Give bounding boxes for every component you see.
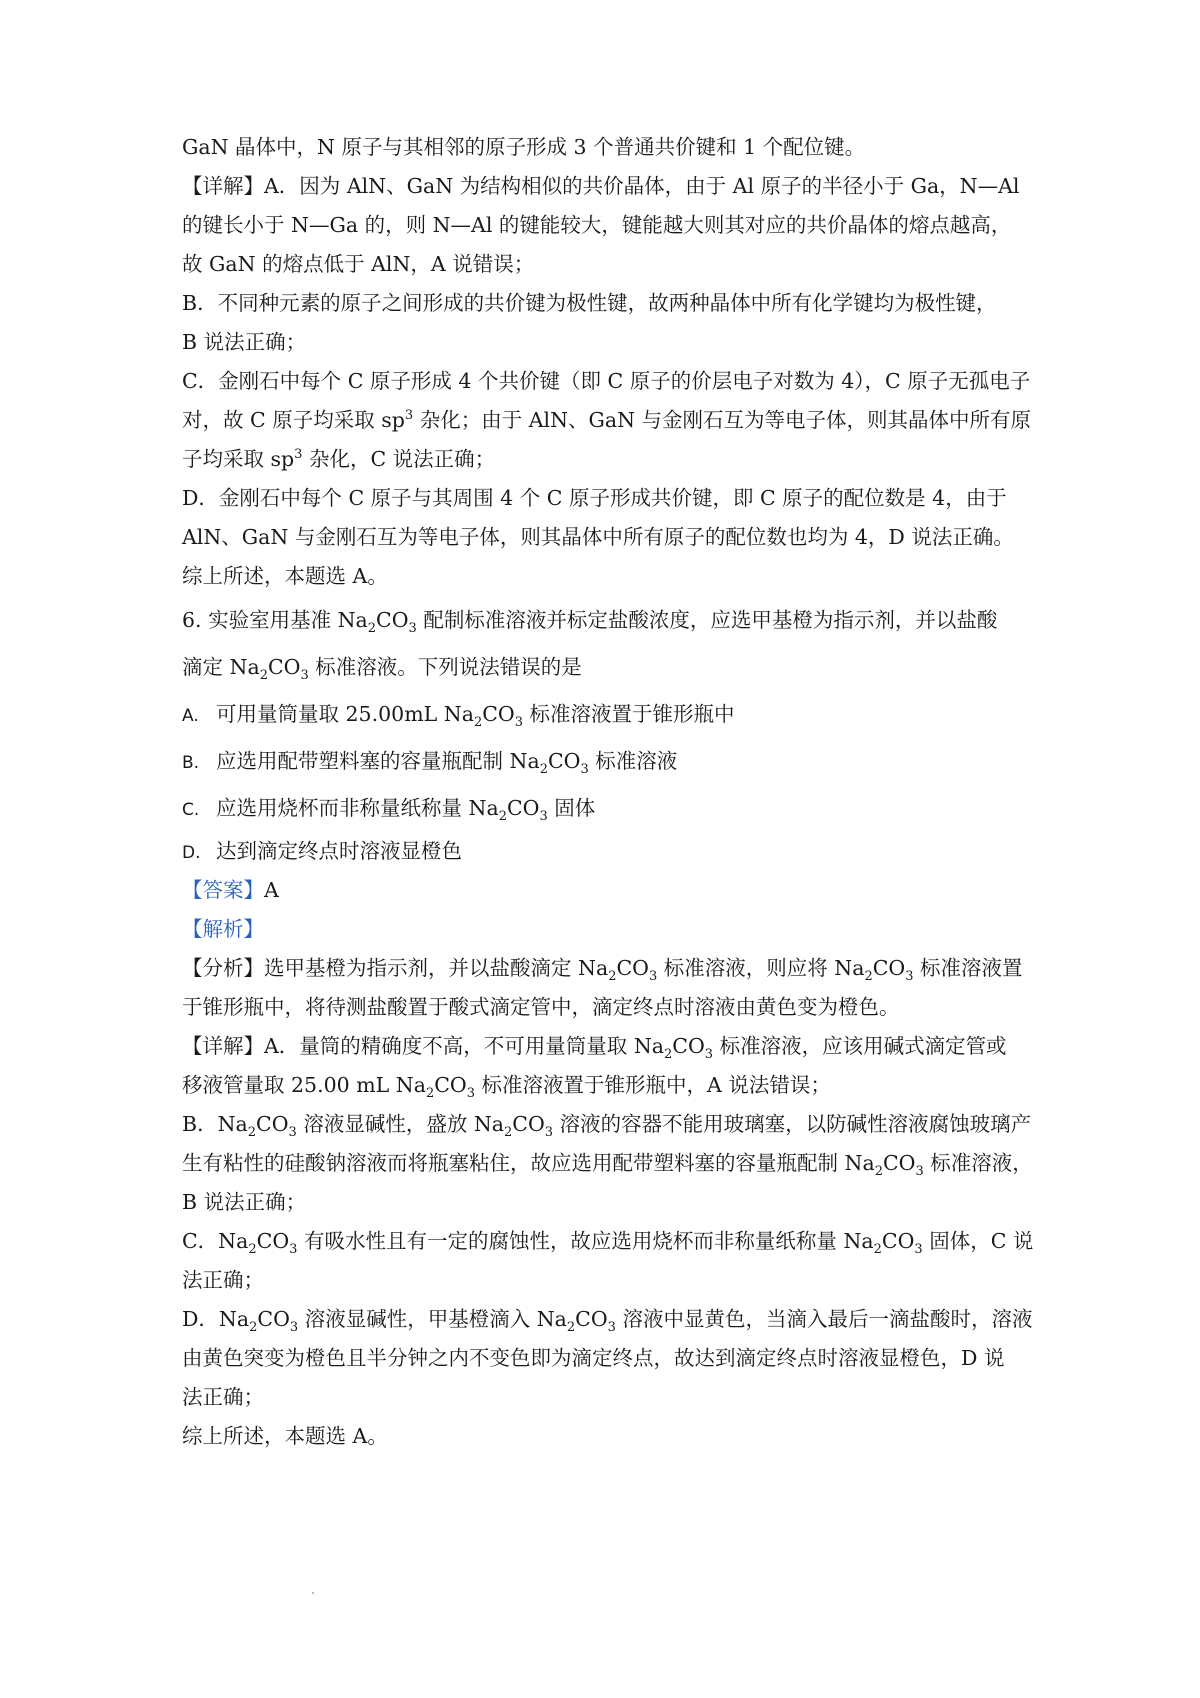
answer-line xyxy=(182,876,1022,904)
text-line: 综上所述，本题选 A。 xyxy=(182,564,388,588)
answer-value: A xyxy=(264,878,279,902)
question-stem: 滴定 $Na_2CO_3$ 标准溶液。下列说法错误的是 xyxy=(182,655,582,683)
text-line: B 说法正确； xyxy=(182,1190,307,1214)
text-line: 的键长小于 N—Ga 的，则 N—Al 的键能较大，键能越大则其对应的共价晶体的熔点越高， xyxy=(182,213,1012,237)
text-line: 法正确； xyxy=(182,1268,264,1292)
option-b: B. 应选用配带塑料塞的容量瓶配制 $Na_2CO_3$ 标准溶液 xyxy=(182,749,678,777)
option-a: A. 可用量筒量取 25.00mL $Na_2CO_3$ 标准溶液置于锥形瓶中 xyxy=(182,702,735,730)
text-line: 【详解】A．因为 AlN、GaN 为结构相似的共价晶体，由于 Al 原子的半径小于 Ga，N—Al xyxy=(182,174,1020,198)
text-line: 【分析】选甲基橙为指示剂，并以盐酸滴定 $Na_2CO_3$ 标准溶液，则应将 $Na_2CO_3$ 标准溶液置 xyxy=(182,956,1023,984)
text-line: 综上所述，本题选 A。 xyxy=(182,1424,388,1448)
analysis-tag: 【解析】 xyxy=(182,917,264,941)
text-line: 对，故 C 原子均采取 $sp^3$ 杂化；由于 AlN、GaN 与金刚石互为等电子体，则其晶体中所有原 xyxy=(182,408,1032,432)
text-line: 移液管量取 25.00 mL $Na_2CO_3$ 标准溶液置于锥形瓶中，A 说法错误； xyxy=(182,1073,831,1101)
text-line: 法正确； xyxy=(182,1385,264,1409)
text-line: C．$Na_2CO_3$ 有吸水性且有一定的腐蚀性，故应选用烧杯而非称量纸称量 $Na_2CO_3$ 固体，C 说 xyxy=(182,1229,1034,1257)
text-line: 子均采取 $sp^3$ 杂化，C 说法正确； xyxy=(182,447,496,471)
answer-tag: 【答案】 xyxy=(182,878,264,902)
text-line: D．$Na_2CO_3$ 溶液显碱性，甲基橙滴入 $Na_2CO_3$ 溶液中显黄色，当滴入最后一滴盐酸时，溶液 xyxy=(182,1307,1033,1335)
text-line: B．$Na_2CO_3$ 溶液显碱性，盛放 $Na_2CO_3$ 溶液的容器不能用玻璃塞，以防碱性溶液腐蚀玻璃产 xyxy=(182,1112,1032,1140)
text-line: B．不同种元素的原子之间形成的共价键为极性键，故两种晶体中所有化学键均为极性键， xyxy=(182,291,997,315)
question-stem: 6. 实验室用基准 $Na_2CO_3$ 配制标准溶液并标定盐酸浓度，应选甲基橙为指示剂，并以盐酸 xyxy=(182,608,998,636)
text-line: AlN、GaN 与金刚石互为等电子体，则其晶体中所有原子的配位数也均为 4，D 说法正确。 xyxy=(182,525,1014,549)
option-c: C. 应选用烧杯而非称量纸称量 $Na_2CO_3$ 固体 xyxy=(182,796,596,824)
text-line: B 说法正确； xyxy=(182,330,307,354)
text-line: 于锥形瓶中，将待测盐酸置于酸式滴定管中，滴定终点时溶液由黄色变为橙色。 xyxy=(182,995,900,1019)
option-d: D. 达到滴定终点时溶液显橙色 xyxy=(182,839,462,863)
text-line: 生有粘性的硅酸钠溶液而将瓶塞粘住，故应选用配带塑料塞的容量瓶配制 $Na_2CO_3$ 标准溶液， xyxy=(182,1151,1033,1179)
text-line: D．金刚石中每个 C 原子与其周围 4 个 C 原子形成共价键，即 C 原子的配位数是 4，由于 xyxy=(182,486,1007,510)
text-line: GaN 晶体中，N 原子与其相邻的原子形成 3 个普通共价键和 1 个配位键。 xyxy=(182,135,866,159)
text-line: 由黄色突变为橙色且半分钟之内不变色即为滴定终点，故达到滴定终点时溶液显橙色，D 说 xyxy=(182,1346,1005,1370)
text-line: C．金刚石中每个 C 原子形成 4 个共价键（即 C 原子的价层电子对数为 4），C 原子无孤电子 xyxy=(182,369,1031,393)
speck-mark xyxy=(312,1592,314,1594)
text-line: 故 GaN 的熔点低于 AlN，A 说错误； xyxy=(182,252,535,276)
text-line: 【详解】A．量筒的精确度不高，不可用量筒量取 $Na_2CO_3$ 标准溶液，应该用碱式滴定管或 xyxy=(182,1034,1007,1062)
